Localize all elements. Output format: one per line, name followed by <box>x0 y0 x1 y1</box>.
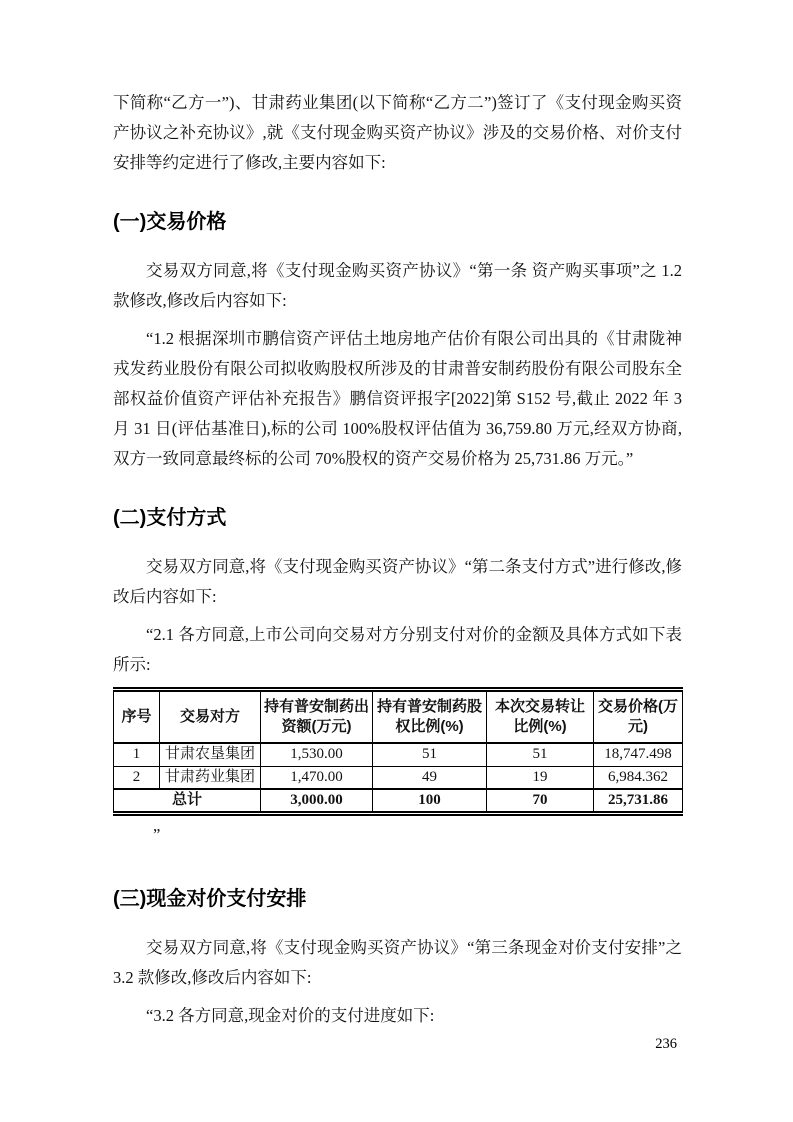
table-row <box>114 766 683 789</box>
section-3-heading: (三)现金对价支付安排 <box>113 888 307 910</box>
header-capital-contribution: 持有普安制药出资额(万元) <box>261 690 373 744</box>
section-3-paragraph: 交易双方同意,将《支付现金购买资产协议》“第三条现金对价支付安排”之 3.2 款修改,修改后内容如下: <box>113 938 682 987</box>
table-cell: 甘肃药业集团 <box>160 766 261 789</box>
table-cell: 1,470.00 <box>261 766 373 789</box>
section-2-paragraph: 交易双方同意,将《支付现金购买资产协议》“第二条支付方式”进行修改,修改后内容如下: <box>113 557 682 606</box>
table-total-row <box>114 789 683 814</box>
total-cell: 25,731.86 <box>594 789 683 814</box>
table-cell: 51 <box>373 743 487 766</box>
header-transaction-price: 交易价格(万元) <box>594 690 683 744</box>
total-cell: 70 <box>487 789 594 814</box>
table-header-row <box>114 690 683 744</box>
payment-table <box>113 687 683 816</box>
page-number: 236 <box>655 1036 677 1052</box>
table-row <box>114 743 683 766</box>
section-1-quoted-clause: “1.2 根据深圳市鹏信资产评估土地房地产估价有限公司出具的《甘肃陇神戎发药业股份有限公司拟收购股权所涉及的甘肃普安制药股份有限公司股东全部权益价值资产评估补充报告》鹏信资评报字[2022]第 S152 号,截止 2022 年 3 月 31 日(评估基准日),标的公司 100%股权评估值为 36,759.80 万元,经双方协商,双方一致同意最终标的公司 70%股权的资产交易价格为 25,731.86 万元。” <box>113 329 682 468</box>
table-cell: 1 <box>114 743 160 766</box>
section-2-quoted-clause: “2.1 各方同意,上市公司向交易对方分别支付对价的金额及具体方式如下表所示: <box>113 625 682 674</box>
section-3-quoted-clause: “3.2 各方同意,现金对价的支付进度如下: <box>146 1006 435 1025</box>
section-2-heading: (二)支付方式 <box>113 507 227 529</box>
table-cell: 1,530.00 <box>261 743 373 766</box>
section-1-paragraph: 交易双方同意,将《支付现金购买资产协议》“第一条 资产购买事项”之 1.2 款修改,修改后内容如下: <box>113 261 682 310</box>
table-cell: 51 <box>487 743 594 766</box>
header-equity-ratio: 持有普安制药股权比例(%) <box>373 690 487 744</box>
section-1-heading: (一)交易价格 <box>113 211 227 233</box>
table-cell: 18,747.498 <box>594 743 683 766</box>
header-index: 序号 <box>114 690 160 744</box>
table-cell: 甘肃农垦集团 <box>160 743 261 766</box>
table-cell: 19 <box>487 766 594 789</box>
table-closing-quote: ” <box>153 825 161 844</box>
intro-paragraph: 下简称“乙方一”)、甘肃药业集团(以下简称“乙方二”)签订了《支付现金购买资产协议之补充协议》,就《支付现金购买资产协议》涉及的交易价格、对价支付安排等约定进行了修改,主要内容如下: <box>113 93 682 172</box>
header-transfer-ratio: 本次交易转让比例(%) <box>487 690 594 744</box>
table-cell: 49 <box>373 766 487 789</box>
header-counterparty: 交易对方 <box>160 690 261 744</box>
total-label-cell: 总计 <box>114 789 261 814</box>
table-cell: 6,984.362 <box>594 766 683 789</box>
total-cell: 3,000.00 <box>261 789 373 814</box>
table-cell: 2 <box>114 766 160 789</box>
total-cell: 100 <box>373 789 487 814</box>
